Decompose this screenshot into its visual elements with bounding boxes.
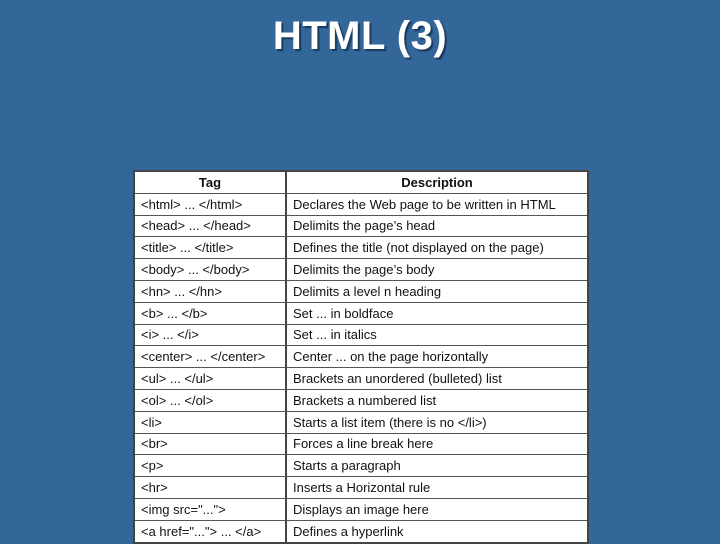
description-cell: Center ... on the page horizontally bbox=[286, 346, 588, 368]
tag-cell: <html> ... </html> bbox=[134, 193, 286, 215]
table-row bbox=[134, 389, 588, 411]
table-row bbox=[134, 520, 588, 542]
description-cell: Displays an image here bbox=[286, 498, 588, 520]
description-cell: Delimits the page’s body bbox=[286, 259, 588, 281]
description-cell: Starts a list item (there is no </li>) bbox=[286, 411, 588, 433]
table-row bbox=[134, 215, 588, 237]
table-row bbox=[134, 302, 588, 324]
table-header-row bbox=[134, 171, 588, 193]
description-cell: Defines a hyperlink bbox=[286, 520, 588, 542]
table-row bbox=[134, 477, 588, 499]
tag-cell: <img src="..."> bbox=[134, 498, 286, 520]
description-cell: Set ... in boldface bbox=[286, 302, 588, 324]
table-row bbox=[134, 324, 588, 346]
table-row bbox=[134, 193, 588, 215]
table-row bbox=[134, 280, 588, 302]
column-header-tag: Tag bbox=[134, 171, 286, 193]
tag-cell: <a href="..."> ... </a> bbox=[134, 520, 286, 542]
description-cell: Inserts a Horizontal rule bbox=[286, 477, 588, 499]
description-cell: Declares the Web page to be written in HTML bbox=[286, 193, 588, 215]
description-cell: Set ... in italics bbox=[286, 324, 588, 346]
tag-cell: <hr> bbox=[134, 477, 286, 499]
tag-cell: <p> bbox=[134, 455, 286, 477]
description-cell: Delimits a level n heading bbox=[286, 280, 588, 302]
tag-cell: <title> ... </title> bbox=[134, 237, 286, 259]
description-cell: Defines the title (not displayed on the page) bbox=[286, 237, 588, 259]
tag-cell: <body> ... </body> bbox=[134, 259, 286, 281]
table-row bbox=[134, 498, 588, 520]
table-row bbox=[134, 237, 588, 259]
table-row bbox=[134, 368, 588, 390]
tag-cell: <li> bbox=[134, 411, 286, 433]
tag-cell: <ul> ... </ul> bbox=[134, 368, 286, 390]
slide-title: HTML (3) bbox=[272, 14, 448, 58]
table-row bbox=[134, 259, 588, 281]
description-cell: Brackets an unordered (bulleted) list bbox=[286, 368, 588, 390]
table-row bbox=[134, 455, 588, 477]
tag-cell: <br> bbox=[134, 433, 286, 455]
description-cell: Delimits the page’s head bbox=[286, 215, 588, 237]
description-cell: Forces a line break here bbox=[286, 433, 588, 455]
tag-cell: <ol> ... </ol> bbox=[134, 389, 286, 411]
tag-cell: <hn> ... </hn> bbox=[134, 280, 286, 302]
column-header-description: Description bbox=[286, 171, 588, 193]
description-cell: Starts a paragraph bbox=[286, 455, 588, 477]
html-tags-table bbox=[133, 170, 589, 544]
tag-cell: <i> ... </i> bbox=[134, 324, 286, 346]
tag-cell: <b> ... </b> bbox=[134, 302, 286, 324]
tag-cell: <head> ... </head> bbox=[134, 215, 286, 237]
table-row bbox=[134, 346, 588, 368]
table-row bbox=[134, 411, 588, 433]
table-row bbox=[134, 433, 588, 455]
tag-cell: <center> ... </center> bbox=[134, 346, 286, 368]
description-cell: Brackets a numbered list bbox=[286, 389, 588, 411]
